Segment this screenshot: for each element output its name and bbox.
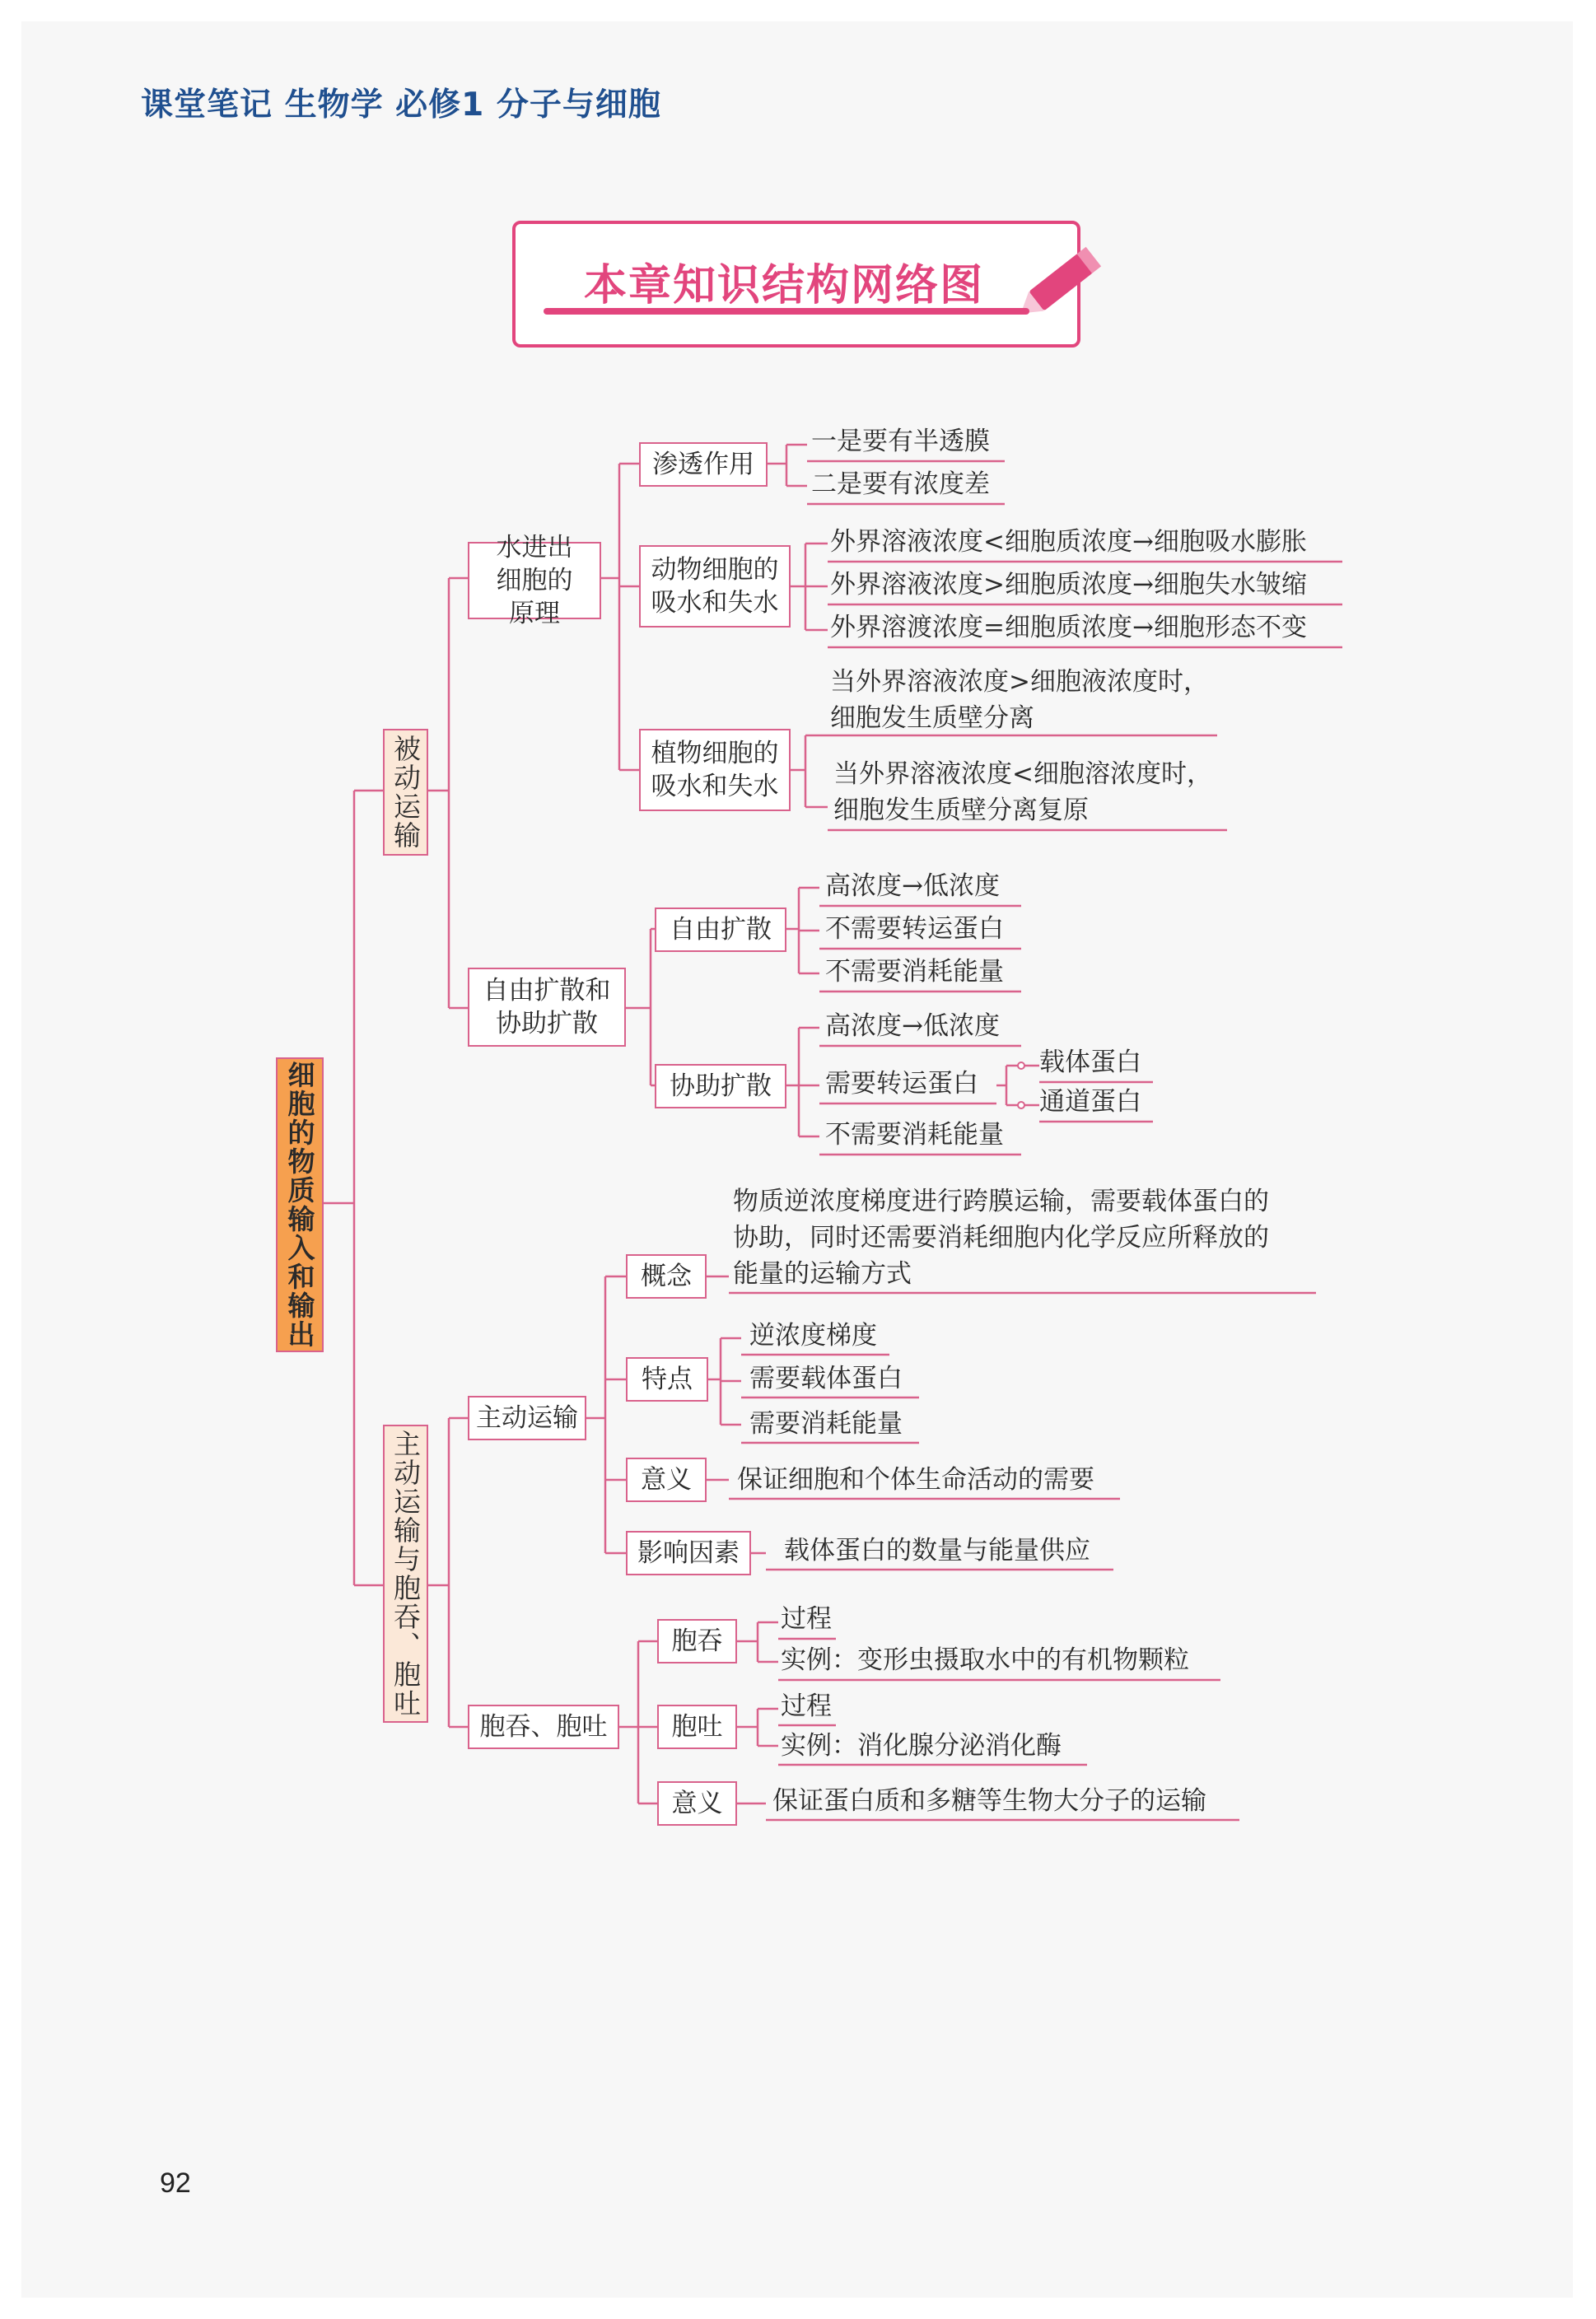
leaf-text: 外界溶渡浓度=细胞质浓度→细胞形态不变 [830, 613, 1307, 642]
free-diffusion-node [655, 908, 786, 952]
leaf-text: 载体蛋白的数量与能量供应 [784, 1536, 1090, 1565]
passive-transport-label: 被动运输 [390, 735, 422, 850]
water-principle-node [468, 533, 601, 628]
factors-node [626, 1531, 751, 1575]
active-group-label: 主动运输与胞吞、胞吐 [390, 1430, 422, 1718]
endocytosis-node [657, 1619, 737, 1663]
concept-node [626, 1254, 707, 1299]
leaf-text: 二是要有浓度差 [811, 469, 990, 499]
leaf-text: 不需要转运蛋白 [825, 914, 1004, 944]
significance-node [626, 1458, 707, 1502]
leaf-text: 外界溶液浓度>细胞质浓度→细胞失水皱缩 [830, 570, 1307, 600]
leaf-text: 协助，同时还需要消耗细胞内化学反应所释放的 [733, 1223, 1269, 1253]
leaf-text: 外界溶液浓度<细胞质浓度→细胞吸水膨胀 [830, 527, 1307, 557]
leaf-text: 不需要消耗能量 [825, 957, 1004, 987]
active-transport-label: 主动运输 [476, 1403, 578, 1433]
significance-label: 意义 [641, 1465, 692, 1495]
leaf-text: 过程 [781, 1604, 832, 1634]
factors-label: 影响因素 [637, 1538, 740, 1568]
leaf-text: 细胞发生质壁分离复原 [833, 796, 1089, 825]
leaf-text: 不需要消耗能量 [825, 1120, 1004, 1150]
endocytosis-label: 胞吞 [671, 1626, 723, 1656]
leaf-text: 过程 [781, 1691, 832, 1721]
diffusion-group-label: 自由扩散和协助扩散 [483, 976, 611, 1038]
root-label: 细胞的物质输入和输出 [283, 1061, 316, 1349]
diffusion-group-node [468, 968, 626, 1047]
active-group-node [383, 1425, 428, 1723]
leaf-text: 当外界溶液浓度<细胞溶浓度时， [833, 759, 1212, 789]
leaf-text: 物质逆浓度梯度进行跨膜运输，需要载体蛋白的 [733, 1187, 1269, 1216]
leaf-text: 需要消耗能量 [749, 1409, 903, 1439]
exocytosis-label: 胞吐 [671, 1712, 723, 1742]
leaf-text: 高浓度→低浓度 [825, 871, 1000, 901]
leaf-text: 当外界溶液浓度>细胞液浓度时， [830, 667, 1209, 697]
page-title: 本章知识结构网络图 [584, 261, 985, 310]
leaf-text: 实例：变形虫摄取水中的有机物颗粒 [781, 1645, 1189, 1675]
leaf-text: 需要载体蛋白 [749, 1364, 903, 1393]
concept-label: 概念 [641, 1262, 692, 1291]
passive-transport-node [383, 729, 428, 856]
water-principle-label: 水进出细胞的原理 [496, 533, 573, 628]
endo-exo-significance-node [657, 1781, 737, 1826]
features-node [626, 1357, 708, 1402]
page-number: 92 [160, 2167, 191, 2199]
assisted-diffusion-node [655, 1064, 786, 1108]
endo-exo-significance-label: 意义 [671, 1789, 723, 1818]
osmosis-node [639, 442, 768, 487]
leaf-text: 通道蛋白 [1039, 1087, 1141, 1117]
animal-cell-label: 动物细胞的吸水和失水 [651, 555, 779, 618]
animal-cell-node [639, 545, 791, 628]
leaf-text: 载体蛋白 [1039, 1048, 1141, 1077]
plant-cell-label: 植物细胞的吸水和失水 [651, 739, 779, 801]
leaf-text: 细胞发生质壁分离 [830, 703, 1034, 733]
leaf-text: 逆浓度梯度 [749, 1321, 877, 1351]
endo-exo-node [468, 1705, 619, 1749]
active-transport-node [468, 1396, 586, 1440]
assisted-diffusion-label: 协助扩散 [670, 1071, 772, 1101]
leaf-text: 保证蛋白质和多糖等生物大分子的运输 [772, 1786, 1206, 1816]
book-header: 课堂笔记 生物学 必修1 分子与细胞 [141, 86, 661, 124]
leaf-text: 一是要有半透膜 [811, 427, 990, 456]
endo-exo-label: 胞吞、胞吐 [479, 1712, 608, 1742]
root-node [276, 1057, 324, 1352]
leaf-text: 能量的运输方式 [733, 1259, 912, 1289]
features-label: 特点 [642, 1365, 693, 1394]
exocytosis-node [657, 1705, 737, 1749]
leaf-text: 高浓度→低浓度 [825, 1011, 1000, 1041]
leaf-text: 需要转运蛋白 [825, 1069, 978, 1099]
plant-cell-node [639, 729, 791, 811]
free-diffusion-label: 自由扩散 [670, 915, 772, 945]
leaf-text: 实例：消化腺分泌消化酶 [781, 1731, 1062, 1761]
osmosis-label: 渗透作用 [652, 450, 754, 479]
leaf-text: 保证细胞和个体生命活动的需要 [737, 1465, 1094, 1495]
